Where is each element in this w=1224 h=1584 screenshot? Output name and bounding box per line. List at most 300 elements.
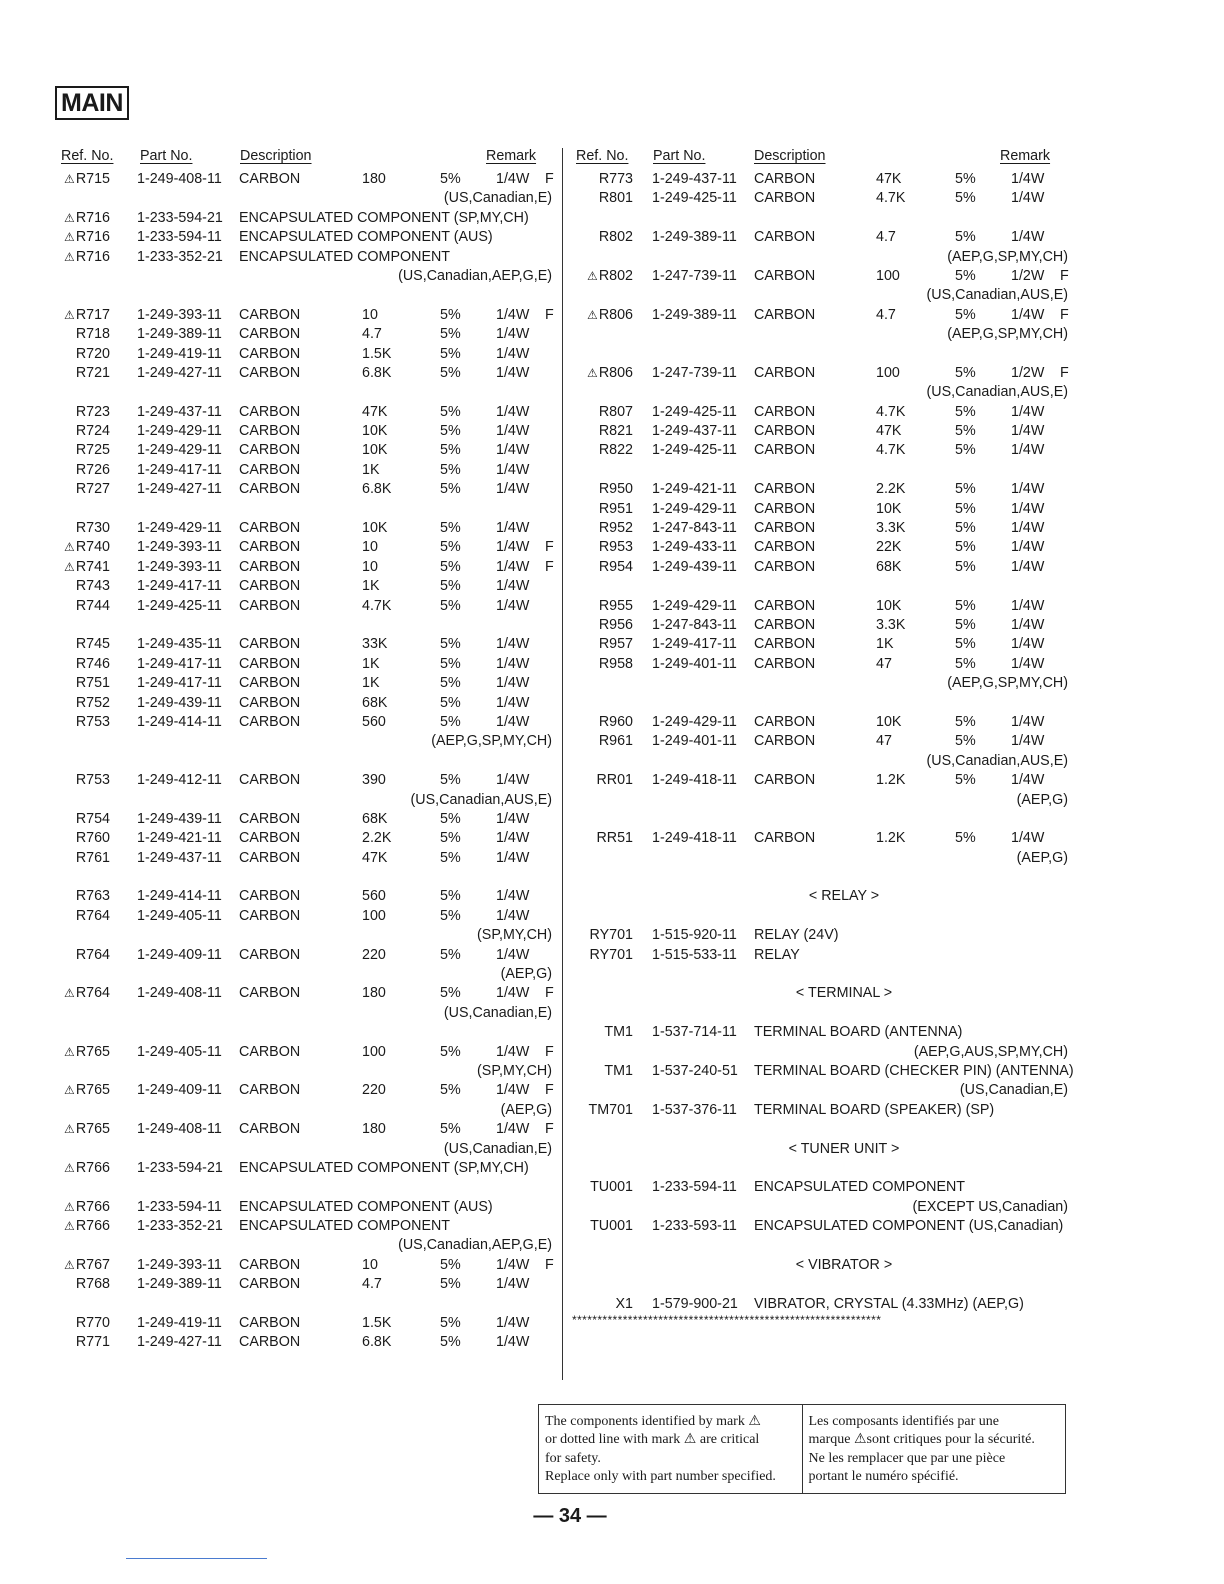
table-row	[58, 422, 560, 441]
flag-mark: F	[1060, 306, 1069, 323]
tolerance: 5%	[440, 1315, 461, 1332]
tolerance: 5%	[955, 190, 976, 207]
header-part-no: Part No.	[653, 148, 706, 164]
ref-no-text: R770	[75, 1315, 110, 1332]
safety-notice-french	[802, 1405, 1066, 1493]
value: 47K	[876, 171, 902, 187]
value: 180	[362, 985, 386, 1002]
remark-text: (US,Canadian,AEP,G,E)	[398, 1237, 552, 1254]
ref-no	[76, 422, 110, 441]
remark-row	[572, 752, 1072, 771]
value: 6.8K	[362, 1334, 392, 1351]
tolerance: 5%	[440, 578, 461, 595]
wattage: 1/4W	[1011, 655, 1045, 672]
remark-row	[58, 1004, 560, 1023]
description: CARBON	[754, 442, 816, 459]
table-row	[58, 1256, 560, 1275]
tolerance: 5%	[440, 1043, 461, 1060]
ref-no	[76, 635, 110, 654]
ref-no-text: R766	[75, 1218, 110, 1235]
tolerance: 5%	[440, 442, 461, 459]
part-no: 1-233-594-11	[652, 1179, 737, 1196]
ref-no-text: R715	[75, 171, 110, 187]
part-no: 1-249-437-11	[652, 171, 737, 187]
wattage: 1/4W	[1011, 597, 1045, 614]
wattage: 1/4W	[496, 694, 530, 711]
value: 180	[362, 171, 386, 187]
ref-no	[76, 771, 110, 790]
ref-no	[599, 403, 633, 422]
flag-mark: F	[1060, 364, 1069, 381]
safety-warning-icon: ⚠	[587, 268, 598, 283]
ref-no	[64, 1081, 110, 1100]
remark-text: (US,Canadian,E)	[959, 1082, 1068, 1099]
description: CARBON	[239, 461, 301, 478]
ref-no-text: R958	[598, 655, 633, 672]
tolerance: 5%	[955, 830, 976, 847]
header-remark: Remark	[486, 148, 537, 164]
ref-no-text: R717	[75, 306, 110, 323]
tolerance: 5%	[955, 442, 976, 459]
ref-no	[76, 577, 110, 596]
safety-notice	[538, 1404, 1066, 1494]
table-row	[58, 519, 560, 538]
description: CARBON	[239, 364, 301, 381]
flag-mark: F	[545, 1043, 554, 1060]
ref-no-text: R768	[75, 1276, 110, 1293]
table-row	[572, 170, 1072, 189]
tolerance: 5%	[440, 655, 461, 672]
tolerance: 5%	[440, 985, 461, 1002]
wattage: 1/4W	[1011, 520, 1045, 537]
category-heading	[572, 984, 1072, 1003]
part-no: 1-249-409-11	[137, 946, 222, 963]
ref-no-text: R751	[75, 675, 110, 692]
tolerance: 5%	[440, 1276, 461, 1293]
ref-no-text: R726	[75, 461, 110, 478]
description: ENCAPSULATED COMPONENT	[239, 248, 451, 265]
tolerance: 5%	[440, 810, 461, 827]
category-heading-label: < TUNER UNIT >	[788, 1140, 900, 1157]
wattage: 1/4W	[496, 306, 530, 323]
ref-no	[64, 228, 110, 247]
ref-no	[604, 1062, 633, 1081]
tolerance: 5%	[440, 694, 461, 711]
description: CARBON	[239, 655, 301, 672]
ref-no	[76, 345, 110, 364]
ref-no	[64, 1198, 110, 1217]
ref-no-text: R950	[598, 481, 633, 498]
remark-row	[572, 1198, 1072, 1217]
value: 100	[362, 907, 386, 924]
ref-no	[587, 364, 633, 383]
table-row	[58, 306, 560, 325]
value: 47K	[362, 849, 388, 866]
ref-no-text: R730	[75, 520, 110, 537]
header-ref-no: Ref. No.	[576, 148, 629, 164]
tolerance: 5%	[955, 597, 976, 614]
part-no: 1-247-739-11	[652, 364, 737, 381]
table-row	[58, 597, 560, 616]
remark-text: (US,Canadian,AUS,E)	[410, 791, 552, 808]
description: CARBON	[239, 636, 301, 653]
part-no: 1-249-393-11	[137, 1256, 222, 1273]
wattage: 1/4W	[1011, 713, 1045, 730]
part-no: 1-249-393-11	[137, 558, 222, 575]
description: CARBON	[754, 481, 816, 498]
tolerance: 5%	[955, 558, 976, 575]
header-part-no: Part No.	[140, 148, 193, 164]
table-row	[58, 441, 560, 460]
ref-no-text: R716	[75, 209, 110, 226]
stars-text: *************************************************************	[572, 1313, 882, 1328]
part-no: 1-233-593-11	[652, 1218, 737, 1235]
wattage: 1/4W	[496, 985, 530, 1002]
flag-mark: F	[545, 539, 554, 556]
safety-warning-icon: ⚠	[64, 540, 75, 555]
ref-no	[64, 1256, 110, 1275]
ref-no-text: R763	[75, 888, 110, 905]
part-no: 1-249-408-11	[137, 171, 222, 187]
wattage: 1/4W	[496, 326, 530, 343]
flag-mark: F	[545, 1082, 554, 1099]
description: CARBON	[239, 1315, 301, 1332]
tolerance: 5%	[955, 655, 976, 672]
tolerance: 5%	[955, 171, 976, 187]
table-row	[58, 655, 560, 674]
wattage: 1/4W	[496, 1276, 530, 1293]
ref-no-text: R822	[598, 442, 633, 459]
ref-no	[64, 984, 110, 1003]
ref-no	[599, 189, 633, 208]
part-no: 1-249-401-11	[652, 733, 737, 750]
description: RELAY	[754, 946, 800, 963]
safety-line: marque ⚠sont critiques pour la sécurité.	[808, 1432, 1035, 1448]
value: 4.7K	[362, 597, 392, 614]
description: CARBON	[239, 849, 301, 866]
part-no: 1-249-437-11	[137, 403, 222, 420]
table-row	[58, 461, 560, 480]
ref-no	[599, 422, 633, 441]
ref-no	[599, 655, 633, 674]
remark-text: (US,Canadian,E)	[443, 1004, 552, 1021]
part-no: 1-249-421-11	[137, 830, 222, 847]
part-no: 1-249-412-11	[137, 772, 222, 789]
wattage: 1/4W	[496, 1315, 530, 1332]
description: CARBON	[754, 558, 816, 575]
category-heading	[572, 887, 1072, 906]
ref-no	[76, 849, 110, 868]
table-row	[58, 771, 560, 790]
ref-no-text: R956	[598, 616, 633, 633]
safety-warning-icon: ⚠	[64, 1083, 75, 1098]
description: CARBON	[754, 616, 816, 633]
tolerance: 5%	[955, 403, 976, 420]
tolerance: 5%	[955, 539, 976, 556]
description: TERMINAL BOARD (SPEAKER) (SP)	[754, 1101, 995, 1118]
remark-text: (SP,MY,CH)	[477, 927, 552, 944]
ref-no	[590, 1217, 633, 1236]
page-number: — 34 —	[533, 1505, 607, 1527]
wattage: 1/4W	[496, 481, 530, 498]
table-row	[572, 267, 1072, 286]
description: CARBON	[239, 481, 301, 498]
part-no: 1-249-414-11	[137, 713, 222, 730]
tolerance: 5%	[955, 423, 976, 440]
flag-mark: F	[1060, 267, 1069, 284]
ref-no-text: R761	[75, 849, 110, 866]
remark-text: (AEP,G,SP,MY,CH)	[947, 326, 1068, 343]
description: CARBON	[754, 190, 816, 207]
description: ENCAPSULATED COMPONENT (AUS)	[239, 1198, 493, 1215]
part-no: 1-249-419-11	[137, 1315, 222, 1332]
part-no: 1-249-433-11	[652, 539, 737, 556]
part-no: 1-249-393-11	[137, 539, 222, 556]
ref-no	[76, 1333, 110, 1352]
wattage: 1/4W	[496, 520, 530, 537]
ref-no-text: R802	[598, 229, 633, 246]
ref-no-text: R953	[598, 539, 633, 556]
value: 6.8K	[362, 481, 392, 498]
ref-no-text: R806	[598, 306, 633, 323]
ref-no-text: R760	[75, 830, 110, 847]
table-row	[58, 849, 560, 868]
value: 47	[876, 655, 892, 672]
part-no: 1-537-714-11	[652, 1024, 737, 1041]
tolerance: 5%	[440, 772, 461, 789]
part-no: 1-249-429-11	[137, 520, 222, 537]
table-row	[58, 1314, 560, 1333]
tolerance: 5%	[440, 171, 461, 187]
ref-no-text: R765	[75, 1082, 110, 1099]
ref-no-text: TM1	[604, 1024, 633, 1041]
ref-no	[604, 1023, 633, 1042]
wattage: 1/4W	[496, 772, 530, 789]
value: 68K	[362, 810, 388, 827]
table-row	[572, 558, 1072, 577]
table-row	[58, 1333, 560, 1352]
ref-no	[76, 907, 110, 926]
ref-no-text: R766	[75, 1198, 110, 1215]
part-no: 1-249-435-11	[137, 636, 222, 653]
ref-no-text: R753	[75, 772, 110, 789]
remark-text: (AEP,G)	[500, 966, 552, 983]
part-no: 1-233-594-11	[137, 229, 222, 246]
tolerance: 5%	[440, 1334, 461, 1351]
part-no: 1-537-240-51	[652, 1062, 738, 1079]
tolerance: 5%	[440, 423, 461, 440]
value: 2.2K	[876, 481, 906, 498]
part-no: 1-249-437-11	[652, 423, 737, 440]
ref-no	[599, 538, 633, 557]
description: ENCAPSULATED COMPONENT	[754, 1179, 966, 1196]
remark-row	[572, 286, 1072, 305]
ref-no-text: R765	[75, 1121, 110, 1138]
wattage: 1/4W	[496, 461, 530, 478]
wattage: 1/4W	[496, 1256, 530, 1273]
description: CARBON	[754, 772, 816, 789]
description: CARBON	[239, 578, 301, 595]
part-no: 1-249-389-11	[652, 229, 737, 246]
table-row	[572, 500, 1072, 519]
ref-no-text: R765	[75, 1043, 110, 1060]
tolerance: 5%	[440, 403, 461, 420]
description: CARBON	[754, 403, 816, 420]
description: CARBON	[239, 326, 301, 343]
description: RELAY (24V)	[754, 927, 839, 944]
remark-text: (US,Canadian,AUS,E)	[926, 752, 1068, 769]
remark-row	[58, 1101, 560, 1120]
description: CARBON	[239, 810, 301, 827]
wattage: 1/4W	[496, 423, 530, 440]
value: 10	[362, 306, 378, 323]
table-row	[58, 635, 560, 654]
value: 1K	[876, 636, 894, 653]
part-no: 1-249-429-11	[652, 597, 737, 614]
part-no: 1-247-843-11	[652, 520, 737, 537]
remark-row	[572, 1081, 1072, 1100]
table-row	[572, 1178, 1072, 1197]
ref-no-text: R952	[598, 520, 633, 537]
ref-no	[599, 500, 633, 519]
ref-no-text: R766	[75, 1159, 110, 1176]
table-row	[58, 1043, 560, 1062]
part-no: 1-249-417-11	[652, 636, 737, 653]
wattage: 1/4W	[1011, 733, 1045, 750]
wattage: 1/4W	[496, 849, 530, 866]
tolerance: 5%	[440, 1082, 461, 1099]
description: CARBON	[754, 733, 816, 750]
part-no: 1-249-429-11	[652, 713, 737, 730]
ref-no-text: R718	[75, 326, 110, 343]
ref-no	[76, 597, 110, 616]
value: 10K	[876, 500, 902, 517]
flag-mark: F	[545, 1256, 554, 1273]
wattage: 1/4W	[1011, 403, 1045, 420]
safety-line: Les composants identifiés par une	[808, 1414, 1000, 1429]
table-row	[58, 984, 560, 1003]
value: 1K	[362, 461, 380, 478]
ref-no	[587, 267, 633, 286]
description: CARBON	[754, 500, 816, 517]
tolerance: 5%	[440, 1121, 461, 1138]
table-row	[572, 519, 1072, 538]
wattage: 1/4W	[496, 539, 530, 556]
ref-no-text: R764	[75, 946, 110, 963]
tolerance: 5%	[440, 636, 461, 653]
remark-row	[572, 325, 1072, 344]
part-no: 1-249-405-11	[137, 907, 222, 924]
ref-no	[76, 674, 110, 693]
table-row	[58, 829, 560, 848]
ref-no	[64, 209, 110, 228]
ref-no-text: R821	[598, 423, 633, 440]
ref-no-text: R771	[75, 1334, 110, 1351]
wattage: 1/4W	[496, 1043, 530, 1060]
remark-text: (US,Canadian,AUS,E)	[926, 287, 1068, 304]
safety-warning-icon: ⚠	[64, 986, 75, 1001]
ref-no-text: R764	[75, 907, 110, 924]
table-row	[572, 829, 1072, 848]
ref-no	[76, 403, 110, 422]
part-no: 1-249-425-11	[137, 597, 222, 614]
ref-no-text: R807	[598, 403, 633, 420]
part-no: 1-249-437-11	[137, 849, 222, 866]
header-ref-no: Ref. No.	[61, 148, 114, 164]
table-row	[572, 403, 1072, 422]
tolerance: 5%	[955, 772, 976, 789]
remark-text: (AEP,G)	[1016, 849, 1068, 866]
value: 100	[362, 1043, 386, 1060]
table-row	[58, 345, 560, 364]
ref-no-text: RY701	[589, 927, 633, 944]
ref-no	[76, 810, 110, 829]
ref-no-text: X1	[615, 1295, 633, 1312]
wattage: 1/4W	[1011, 539, 1045, 556]
ref-no	[596, 829, 633, 848]
part-no: 1-249-427-11	[137, 1334, 222, 1351]
remark-row	[572, 849, 1072, 868]
tolerance: 5%	[440, 345, 461, 362]
description: CARBON	[754, 520, 816, 537]
tolerance: 5%	[955, 306, 976, 323]
safety-warning-icon: ⚠	[64, 1219, 75, 1234]
value: 4.7K	[876, 442, 906, 459]
part-no: 1-247-739-11	[652, 267, 737, 284]
tolerance: 5%	[955, 229, 976, 246]
part-no: 1-249-408-11	[137, 985, 222, 1002]
wattage: 1/4W	[496, 907, 530, 924]
parts-column-right	[572, 146, 1072, 1328]
description: ENCAPSULATED COMPONENT (AUS)	[239, 229, 493, 246]
tolerance: 5%	[440, 1256, 461, 1273]
part-no: 1-249-425-11	[652, 190, 737, 207]
ref-no	[76, 829, 110, 848]
part-no: 1-537-376-11	[652, 1101, 737, 1118]
ref-no	[599, 616, 633, 635]
ref-no-text: R721	[75, 364, 110, 381]
description: CARBON	[754, 306, 816, 323]
ref-no-text: R743	[75, 578, 110, 595]
ref-no-text: R723	[75, 403, 110, 420]
table-row	[58, 403, 560, 422]
ref-no-text: R960	[598, 713, 633, 730]
description: CARBON	[754, 364, 816, 381]
wattage: 1/4W	[1011, 190, 1045, 207]
safety-line: Replace only with part number specified.	[545, 1469, 776, 1485]
wattage: 1/4W	[1011, 229, 1045, 246]
ref-no	[76, 655, 110, 674]
table-row	[572, 306, 1072, 325]
description: CARBON	[239, 907, 301, 924]
description: TERMINAL BOARD (CHECKER PIN) (ANTENNA)	[754, 1062, 1074, 1079]
part-no: 1-249-409-11	[137, 1082, 222, 1099]
table-row	[58, 694, 560, 713]
description: CARBON	[754, 636, 816, 653]
remark-row	[58, 189, 560, 208]
ref-no-text: TU001	[590, 1179, 633, 1196]
safety-warning-icon: ⚠	[64, 230, 75, 245]
description: CARBON	[239, 1121, 301, 1138]
safety-line: for safety.	[545, 1450, 601, 1466]
ref-no	[76, 887, 110, 906]
table-row	[58, 325, 560, 344]
table-row	[572, 597, 1072, 616]
wattage: 1/4W	[1011, 636, 1045, 653]
tolerance: 5%	[440, 539, 461, 556]
ref-no	[589, 1101, 634, 1120]
value: 1K	[362, 578, 380, 595]
